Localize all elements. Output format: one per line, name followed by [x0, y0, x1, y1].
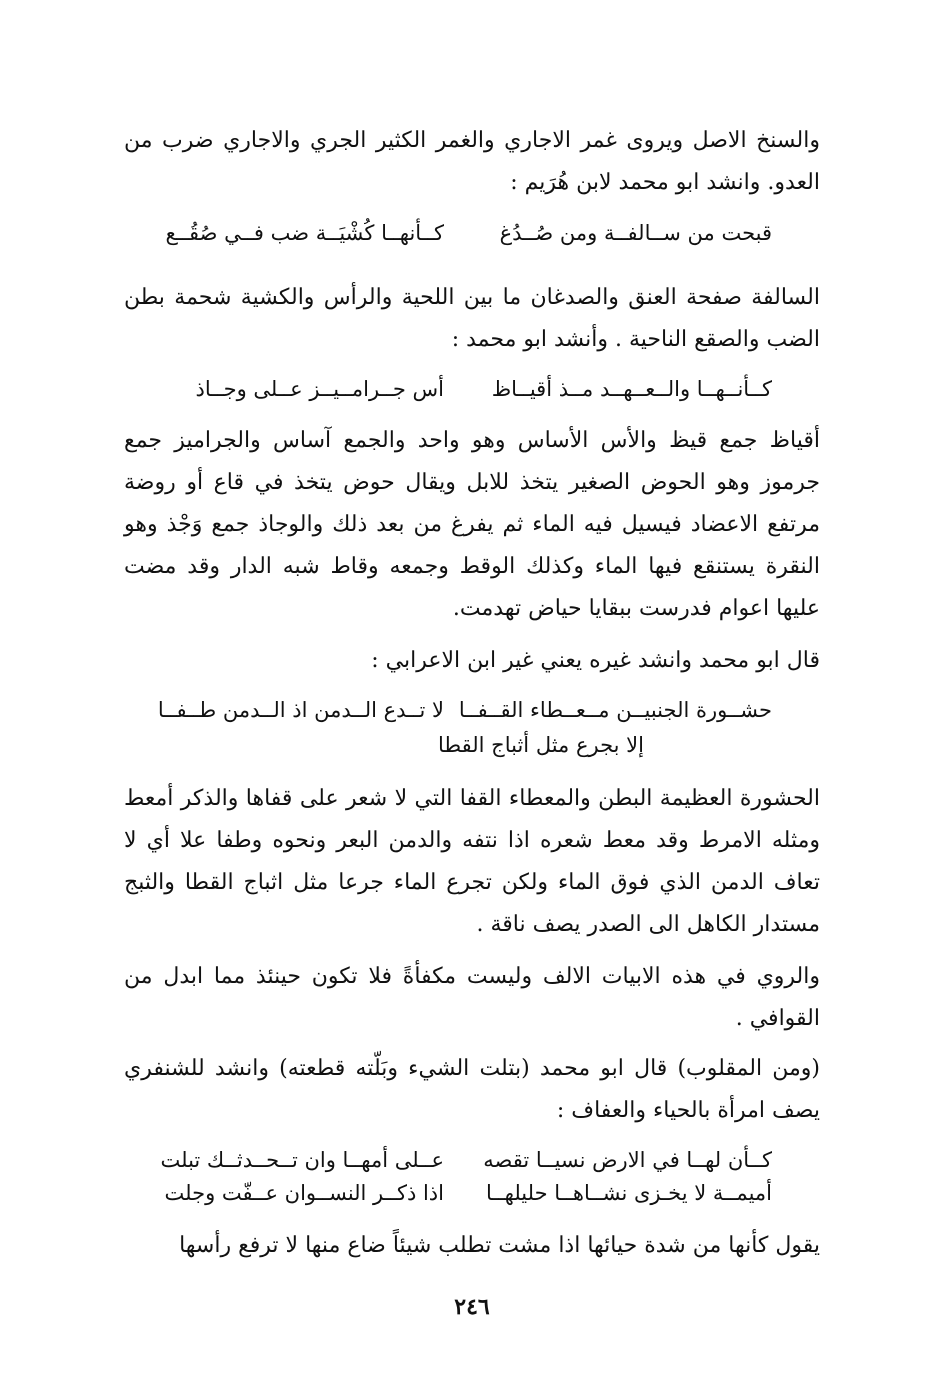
paragraph-2: السالفة صفحة العنق والصدغان ما بين اللحية والرأس والكشية شحمة بطن الضب والصقع الناحية . وأنشد ابو محمد : [124, 285, 820, 352]
verse-1-left: كــأنهــا كُشْيَــة ضب فــي صُقُــع [165, 221, 444, 245]
paragraph-3: أقياظ جمع قيظ والأس الأساس وهو واحد والجمع آساس والجراميز جمع جرموز وهو الحوض الصغير يتخذ للابل ويقال حوض يتخذ في قاع أو روضة مرتفع الاعضاد فيسيل فيه الماء ثم يفرغ من بعد ذلك والوجاذ جمع وَجْذ وهو النقرة يستنقع فيها الماء وكذلك الوقط وجمعه وقاط شبه الدار وقد مضت عليها اعوام فدرست ببقايا حياض تهدمت. [124, 428, 820, 621]
verse-3-left: لا تــدع الــدمن اذ الــدمن طــفــا [157, 698, 444, 722]
verse-4-right: كــأن لهــا في الارض نسيــا تقصه [483, 1148, 772, 1172]
paragraph-6: والروي في هذه الابيات الالف وليست مكفأةً فلا تكون حينئذ مما ابدل من القوافي . [124, 964, 820, 1031]
paragraph-7: (ومن المقلوب) قال ابو محمد (بتلت الشيء وبَلّته قطعته) وانشد للشنفري يصف امرأة بالحياء والعفاف : [124, 1056, 820, 1123]
paragraph-1: والسنخ الاصل ويروى غمر الاجاري والغمر الكثير الجري والاجاري ضرب من العدو. وانشد ابو محمد لابن هُرَيم : [124, 128, 820, 195]
paragraph-4: قال ابو محمد وانشد غيره يعني غير ابن الاعرابي : [371, 648, 820, 673]
verse-3-center: إلا بجرع مثل أثباج القطا [438, 733, 644, 757]
verse-5-right: أميمــة لا يخـزى نشــاهــا حليلهــا [485, 1181, 772, 1205]
verse-2-right: كــأنــهــا والــعــهــد مــذ أقيــاظ [491, 377, 772, 401]
paragraph-8: يقول كأنها من شدة حيائها اذا مشت تطلب شيئاً ضاع منها لا ترفع رأسها [179, 1233, 820, 1258]
verse-5-left: اذا ذكــر النســوان عــفّت وجلت [164, 1181, 444, 1205]
verse-4-left: عــلى أمهــا وان تــحــدثــك تبلت [160, 1148, 444, 1172]
paragraph-5: الحشورة العظيمة البطن والمعطاء القفا التي لا شعر على قفاها والذكر أمعط ومثله الامرط وقد معط شعره اذا نتفه والدمن البعر ونحوه وطفا علا أي لا تعاف الدمن الذي فوق الماء ولكن تجرع الماء جرعا مثل اثباج القطا والثبج مستدار الكاهل الى الصدر يصف ناقة . [124, 786, 820, 937]
verse-3-right: حشــورة الجنبيــن مــعــطاء القــفــا [458, 698, 772, 722]
verse-2-left: أس جــرامــيــز عــلى وجــاذ [195, 377, 444, 401]
page-number: ٢٤٦ [454, 1294, 490, 1320]
verse-1-right: قبحت من ســالفــة ومن صُــدُغ [499, 221, 772, 245]
